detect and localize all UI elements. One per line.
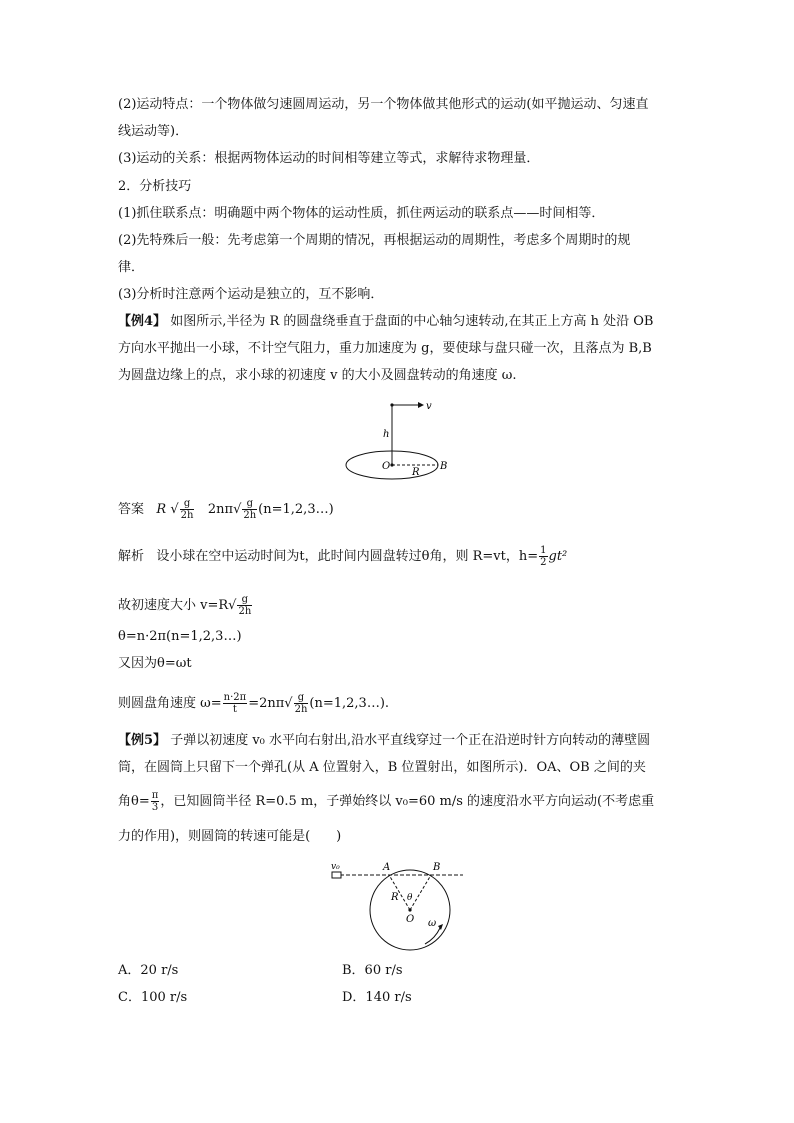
answer-label: 答案 [118, 502, 145, 517]
label-omega: ω [428, 918, 437, 929]
answer-line [118, 498, 334, 521]
label-v: v [426, 401, 432, 412]
example-4-line-1 [118, 313, 654, 331]
bullet [332, 872, 341, 878]
text-line-2: 线运动等)． [118, 124, 189, 139]
cylinder-figure [325, 858, 470, 958]
label-O: O [406, 914, 415, 925]
example-5-line-4: 力的作用)，则圆筒的转速可能是( ) [118, 829, 342, 844]
choice-a: A．20 r/s [118, 963, 179, 978]
example-4-line-3: 为圆盘边缘上的点，求小球的初速度 v 的大小及圆盘转动的角速度 ω. [118, 368, 517, 383]
solution-text-1: 设小球在空中运动时间为t，此时间内圆盘转过θ角，则 R=vt，h= [156, 549, 539, 564]
example-4-text-1: 如图所示,半径为 R 的圆盘绕垂直于盘面的中心轴匀速转动,在其正上方高 h 处沿 OB [170, 314, 654, 329]
answer-tail: (n=1,2,3…) [258, 502, 334, 517]
solution-label: 解析 [118, 549, 145, 564]
sqrt-symbol: √ $\frac{g}{2h}$ [284, 692, 308, 715]
sqrt-num: g [294, 692, 309, 704]
example-5-line-3 [118, 790, 654, 813]
example-5-line-1 [118, 732, 650, 750]
label-O: O [382, 461, 391, 472]
radius-OB [410, 875, 431, 910]
example-5-tag: 【例5】 [118, 733, 167, 748]
center-point [390, 463, 393, 466]
answer-omega: 2nπ [207, 502, 234, 517]
disc-figure [330, 395, 480, 495]
text-line-7: 律． [118, 260, 145, 275]
label-h: h [383, 429, 390, 440]
example-5-text-3a: 角θ= [118, 794, 150, 809]
solution-line-3: θ=n·2π(n=1,2,3…) [118, 629, 242, 644]
solution-line-5 [118, 692, 389, 715]
solution-text-1-tail: gt² [548, 549, 568, 564]
choice-c: C．100 r/s [118, 990, 188, 1005]
solution-text-5: 则圆盘角速度 ω= [118, 696, 222, 711]
answer-R: R [156, 502, 167, 517]
text-line-8: (3)分析时注意两个运动是独立的，互不影响． [118, 287, 384, 302]
example-4-line-2: 方向水平抛出一小球，不计空气阻力，重力加速度为 g，要使球与盘只碰一次，且落点为 B,B [118, 341, 652, 356]
solution-text-5-mid: =2nπ [248, 696, 285, 711]
center-O [408, 908, 411, 911]
rotation-arrowhead [438, 924, 443, 930]
choice-d: D．140 r/s [342, 990, 412, 1005]
sqrt-den: 2h [238, 606, 252, 617]
half-fraction: $\frac{1}{2}$ [540, 545, 547, 568]
solution-line-4: 又因为θ=ωt [118, 656, 192, 671]
omega-fraction: $\frac{n\cdot 2\pi}{t}$ [223, 692, 247, 715]
rotation-arc [425, 928, 440, 944]
solution-line-2 [118, 594, 253, 617]
pi-third-fraction: $\frac{\pi}{3}$ [151, 790, 159, 813]
section-heading: 2．分析技巧 [118, 179, 192, 194]
sqrt-num: g [237, 594, 252, 606]
sqrt-symbol: √ $\frac{g}{2h}$ [233, 498, 257, 521]
text-line-5: (1)抓住联系点：明确题中两个物体的运动性质，抓住两运动的联系点——时间相等． [118, 206, 605, 221]
choice-b: B．60 r/s [342, 963, 403, 978]
sqrt-den: 2h [180, 510, 194, 521]
sqrt-den: 2h [294, 704, 308, 715]
label-R: R [412, 467, 420, 478]
sqrt-den: 2h [243, 510, 257, 521]
solution-text-2: 故初速度大小 v=R [118, 598, 229, 613]
example-4-tag: 【例4】 [118, 314, 167, 329]
solution-text-5-tail: (n=1,2,3…). [309, 696, 390, 711]
sqrt-num: g [180, 498, 195, 510]
text-line-3: (3)运动的关系：根据两物体运动的时间相等建立等式，求解待求物理量． [118, 151, 540, 166]
example-5-line-2: 筒，在圆筒上只留下一个弹孔(从 A 位置射入，B 位置射出，如图所示)．OA、OB 之间的夹 [118, 760, 646, 775]
sqrt-symbol: √ $\frac{g}{2h}$ [228, 594, 252, 617]
sqrt-num: g [242, 498, 257, 510]
example-5-text-1: 子弹以初速度 v₀ 水平向右射出,沿水平直线穿过一个正在沿逆时针方向转动的薄壁圆 [170, 733, 651, 748]
velocity-arrowhead [418, 402, 424, 408]
sqrt-symbol: √ $\frac{g}{2h}$ [170, 498, 194, 521]
example-5-text-3b: ，已知圆筒半径 R=0.5 m，子弹始终以 v₀=60 m/s 的速度沿水平方向运动(不考虑重 [160, 794, 655, 809]
ball-point [390, 403, 393, 406]
label-A: A [383, 862, 391, 873]
solution-line-1 [118, 545, 567, 568]
label-R: R [391, 892, 399, 903]
label-B: B [433, 862, 441, 873]
label-v0: v₀ [331, 862, 340, 872]
label-theta: θ [407, 893, 413, 903]
text-line-6: (2)先特殊后一般：先考虑第一个周期的情况，再根据运动的周期性，考虑多个周期时的规 [118, 233, 631, 248]
label-B: B [440, 461, 448, 472]
text-line-1: (2)运动特点：一个物体做匀速圆周运动，另一个物体做其他形式的运动(如平抛运动、匀速直 [118, 97, 649, 112]
